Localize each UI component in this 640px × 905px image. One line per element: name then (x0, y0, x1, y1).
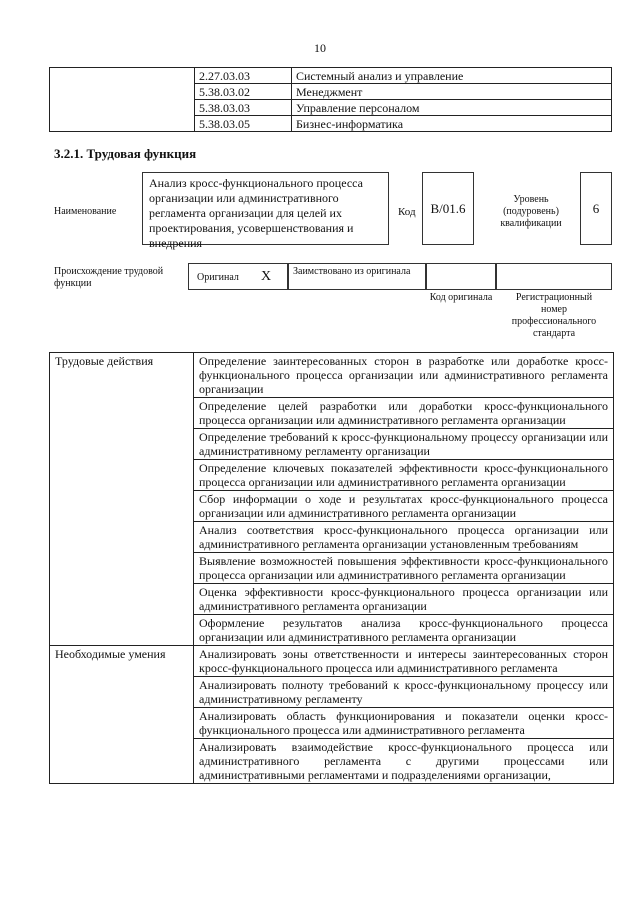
name-cell: Менеджмент (292, 84, 612, 100)
education-codes-table (49, 67, 612, 132)
labor-action: Определение целей разработки или доработки кросс-функционального процесса организации или административного регламента организации (194, 398, 614, 429)
borrowed-cell (288, 263, 426, 290)
table-row (50, 353, 614, 398)
name-label: Наименование (54, 206, 117, 217)
code-cell: 2.27.03.03 (195, 68, 292, 84)
function-name-box: Анализ кросс-функционального процесса организации или административного регламента организации для целей их проектирования, усовершенствования и внедрения (142, 172, 389, 245)
labor-action: Оценка эффективности кросс-функционального процесса организации или административного регламента организации (194, 584, 614, 615)
origin-row (188, 263, 612, 290)
code-original-label: Код оригинала (429, 292, 493, 303)
origin-label: Происхождение трудовой функции (54, 266, 164, 289)
skill: Анализировать зоны ответственности и интересы заинтересованных сторон кросс-функционального процесса или административного регламента (194, 646, 614, 677)
name-cell: Бизнес-информатика (292, 116, 612, 132)
name-cell: Управление персоналом (292, 100, 612, 116)
borrowed-label: Заимствовано из оригинала (293, 266, 411, 277)
code-cell: 5.38.03.05 (195, 116, 292, 132)
labor-action: Определение ключевых показателей эффективности кросс-функционального процесса организации или административного регламента организации (194, 460, 614, 491)
section-title: 3.2.1. Трудовая функция (54, 146, 197, 161)
labor-action: Сбор информации о ходе и результатах кросс-функционального процесса организации или административного регламента организации (194, 491, 614, 522)
skill: Анализировать область функционирования и показатели оценки кросс-функционального процесса или административного регламента (194, 708, 614, 739)
level-box: 6 (580, 172, 612, 245)
labor-action: Оформление результатов анализа кросс-функционального процесса организации или административного регламента организации (194, 615, 614, 646)
original-label: Оригинал (197, 272, 239, 283)
code-cell: 5.38.03.02 (195, 84, 292, 100)
skill: Анализировать полноту требований к кросс-функциональному процессу или административному регламенту (194, 677, 614, 708)
labor-function-table (49, 352, 614, 784)
original-mark: X (261, 269, 272, 284)
reg-number-cell (496, 263, 612, 290)
function-code-box: B/01.6 (422, 172, 474, 245)
table-row (50, 646, 614, 677)
code-original-cell (426, 263, 496, 290)
labor-action: Анализ соответствия кросс-функционального процесса организации или административного регламента организации установленным требованиям (194, 522, 614, 553)
page-number: 10 (314, 41, 326, 55)
labor-action: Определение требований к кросс-функциональному процессу организации или административному регламенту организации (194, 429, 614, 460)
level-label: Уровень (подуровень) квалификации (500, 194, 562, 229)
reg-number-label: Регистрационный номер профессионального стандарта (511, 292, 597, 339)
code-label: Код (398, 206, 416, 218)
labor-action: Выявление возможностей повышения эффективности кросс-функционального процесса организации или административного регламента организации (194, 553, 614, 584)
skills-label: Необходимые умения (50, 646, 194, 784)
skill: Анализировать взаимодействие кросс-функционального процесса или административного регламента с другими процессами или административными регламентами и подразделениями организации, (194, 739, 614, 784)
name-cell: Системный анализ и управление (292, 68, 612, 84)
code-cell: 5.38.03.03 (195, 100, 292, 116)
table-row (50, 68, 612, 84)
labor-action: Определение заинтересованных сторон в разработке или доработке кросс-функционального процесса организации или административного регламента организации (194, 353, 614, 398)
original-cell (188, 263, 288, 290)
labor-actions-label: Трудовые действия (50, 353, 194, 646)
